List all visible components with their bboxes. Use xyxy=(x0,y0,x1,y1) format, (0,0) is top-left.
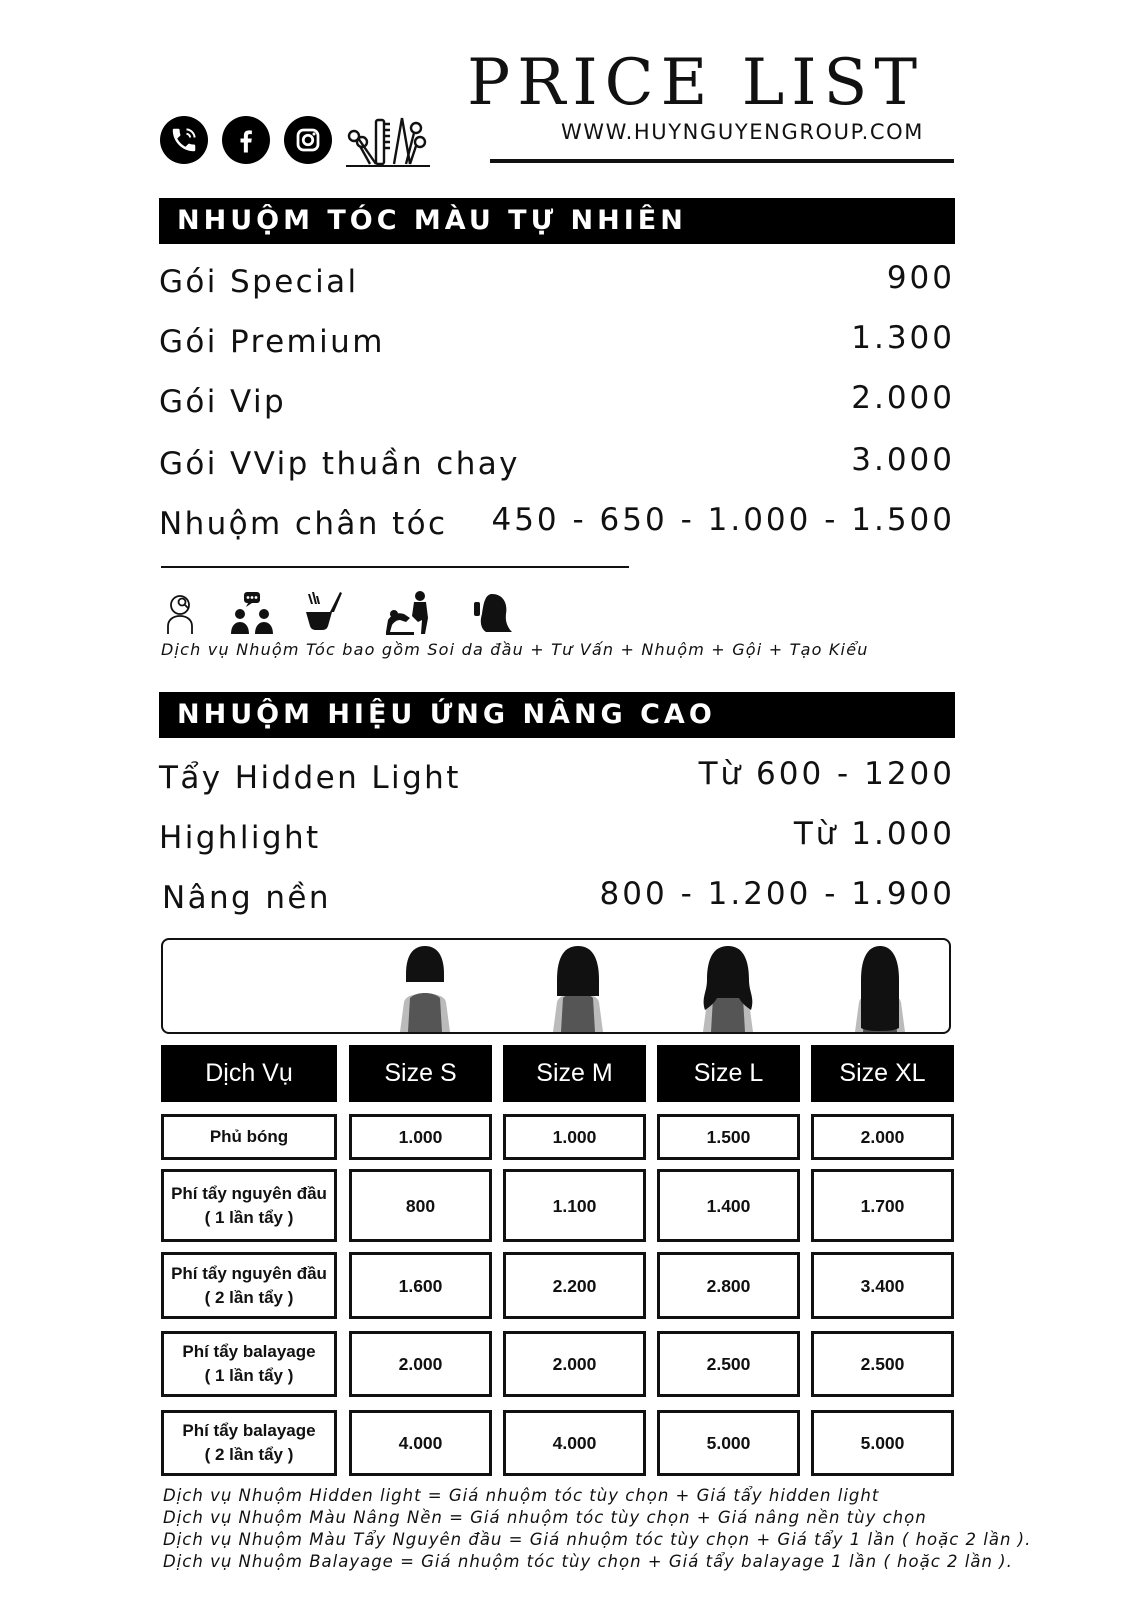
table-cell: 1.500 xyxy=(657,1114,800,1160)
page-title: PRICE LIST xyxy=(467,46,924,120)
price-row xyxy=(159,316,955,368)
table-cell: 2.000 xyxy=(349,1331,492,1397)
table-row-label xyxy=(161,1169,337,1242)
footnote: Dịch vụ Nhuộm Màu Tẩy Nguyên đầu = Giá nhuộm tóc tùy chọn + Giá tẩy 1 lần ( hoặc 2 lần ). xyxy=(163,1530,1032,1549)
service-price: 3.000 xyxy=(851,442,955,478)
row-label-line1: Phí tẩy nguyên đầu xyxy=(171,1183,327,1203)
price-row xyxy=(159,376,955,428)
table-cell: 1.000 xyxy=(349,1114,492,1160)
table-cell: 5.000 xyxy=(811,1410,954,1476)
hair-wash-icon xyxy=(384,590,430,636)
service-name: Gói Special xyxy=(159,264,359,300)
service-price: 1.300 xyxy=(851,320,955,356)
table-cell: 2.000 xyxy=(811,1114,954,1160)
table-row-label xyxy=(161,1331,337,1397)
row-label-line1: Phí tẩy balayage xyxy=(182,1342,316,1361)
table-header-size-l: Size L xyxy=(657,1045,800,1102)
table-header-size-s: Size S xyxy=(349,1045,492,1102)
service-includes-note: Dịch vụ Nhuộm Tóc bao gồm Soi da đầu + Tư Vấn + Nhuộm + Gội + Tạo Kiểu xyxy=(161,640,869,659)
service-price: 800 - 1.200 - 1.900 xyxy=(599,876,955,912)
row-label-line1: Phí tẩy nguyên đầu xyxy=(171,1263,327,1283)
header-divider xyxy=(490,159,954,163)
table-header-size-m: Size M xyxy=(503,1045,646,1102)
service-name: Gói VVip thuần chay xyxy=(159,446,520,482)
row-label-line1: Phí tẩy balayage xyxy=(182,1421,316,1440)
section-divider xyxy=(161,566,629,568)
price-row xyxy=(159,438,955,490)
service-price: Từ 1.000 xyxy=(793,816,955,852)
table-cell: 1.400 xyxy=(657,1169,800,1242)
salon-tools-icon xyxy=(346,112,430,168)
hair-size-l-icon xyxy=(693,940,763,1032)
service-name: Nhuộm chân tóc xyxy=(159,506,448,542)
table-cell: 4.000 xyxy=(349,1410,492,1476)
table-cell: 2.500 xyxy=(811,1331,954,1397)
table-cell: 5.000 xyxy=(657,1410,800,1476)
styling-icon xyxy=(470,590,516,636)
section-natural-color-heading: NHUỘM TÓC MÀU TỰ NHIÊN xyxy=(159,198,955,244)
service-name: Tẩy Hidden Light xyxy=(159,760,461,796)
dye-brush-icon xyxy=(300,590,346,636)
service-price: Từ 600 - 1200 xyxy=(698,756,955,792)
service-name: Highlight xyxy=(159,820,321,856)
row-label-line2: ( 2 lần tẩy ) xyxy=(204,1287,294,1307)
service-price: 2.000 xyxy=(851,380,955,416)
table-header-size-xl: Size XL xyxy=(811,1045,954,1102)
hair-size-s-icon xyxy=(390,940,460,1032)
price-row xyxy=(159,498,955,550)
table-row-label xyxy=(161,1252,337,1319)
service-price: 900 xyxy=(886,260,955,296)
price-row xyxy=(159,812,955,864)
table-row-label xyxy=(161,1410,337,1476)
row-label-line2: ( 1 lần tẩy ) xyxy=(204,1207,294,1227)
row-label-line2: ( 2 lần tẩy ) xyxy=(204,1445,294,1464)
table-cell: 2.200 xyxy=(503,1252,646,1319)
row-label-line1: Phủ bóng xyxy=(209,1127,289,1146)
footnote: Dịch vụ Nhuộm Màu Nâng Nền = Giá nhuộm tóc tùy chọn + Giá nâng nền tùy chọn xyxy=(163,1508,927,1527)
price-row xyxy=(159,256,955,308)
price-row xyxy=(162,872,955,924)
service-name: Gói Premium xyxy=(159,324,385,360)
hair-size-xl-icon xyxy=(845,940,915,1032)
table-cell: 1.700 xyxy=(811,1169,954,1242)
table-cell: 4.000 xyxy=(503,1410,646,1476)
row-label-line2: ( 1 lần tẩy ) xyxy=(204,1366,294,1385)
hair-length-panel xyxy=(161,938,951,1034)
table-cell: 2.800 xyxy=(657,1252,800,1319)
table-cell: 800 xyxy=(349,1169,492,1242)
service-price: 450 - 650 - 1.000 - 1.500 xyxy=(491,502,955,538)
phone-icon[interactable] xyxy=(160,116,208,164)
table-row-label xyxy=(161,1114,337,1160)
price-row xyxy=(159,752,955,804)
footnote: Dịch vụ Nhuộm Balayage = Giá nhuộm tóc tùy chọn + Giá tẩy balayage 1 lần ( hoặc 2 lần ). xyxy=(163,1552,1013,1571)
table-cell: 2.500 xyxy=(657,1331,800,1397)
table-header-service: Dịch Vụ xyxy=(161,1045,337,1102)
table-cell: 2.000 xyxy=(503,1331,646,1397)
table-cell: 1.100 xyxy=(503,1169,646,1242)
table-cell: 1.600 xyxy=(349,1252,492,1319)
table-cell: 1.000 xyxy=(503,1114,646,1160)
consultation-icon xyxy=(230,590,276,636)
website-link[interactable]: WWW.HUYNGUYENGROUP.COM xyxy=(560,120,924,144)
service-name: Nâng nền xyxy=(162,880,331,916)
service-name: Gói Vip xyxy=(159,384,287,420)
facebook-icon[interactable] xyxy=(222,116,270,164)
scalp-check-icon xyxy=(160,590,206,636)
footnote: Dịch vụ Nhuộm Hidden light = Giá nhuộm tóc tùy chọn + Giá tẩy hidden light xyxy=(163,1486,880,1505)
section-advanced-effects-heading: NHUỘM HIỆU ỨNG NÂNG CAO xyxy=(159,692,955,738)
hair-size-m-icon xyxy=(543,940,613,1032)
table-cell: 3.400 xyxy=(811,1252,954,1319)
instagram-icon[interactable] xyxy=(284,116,332,164)
